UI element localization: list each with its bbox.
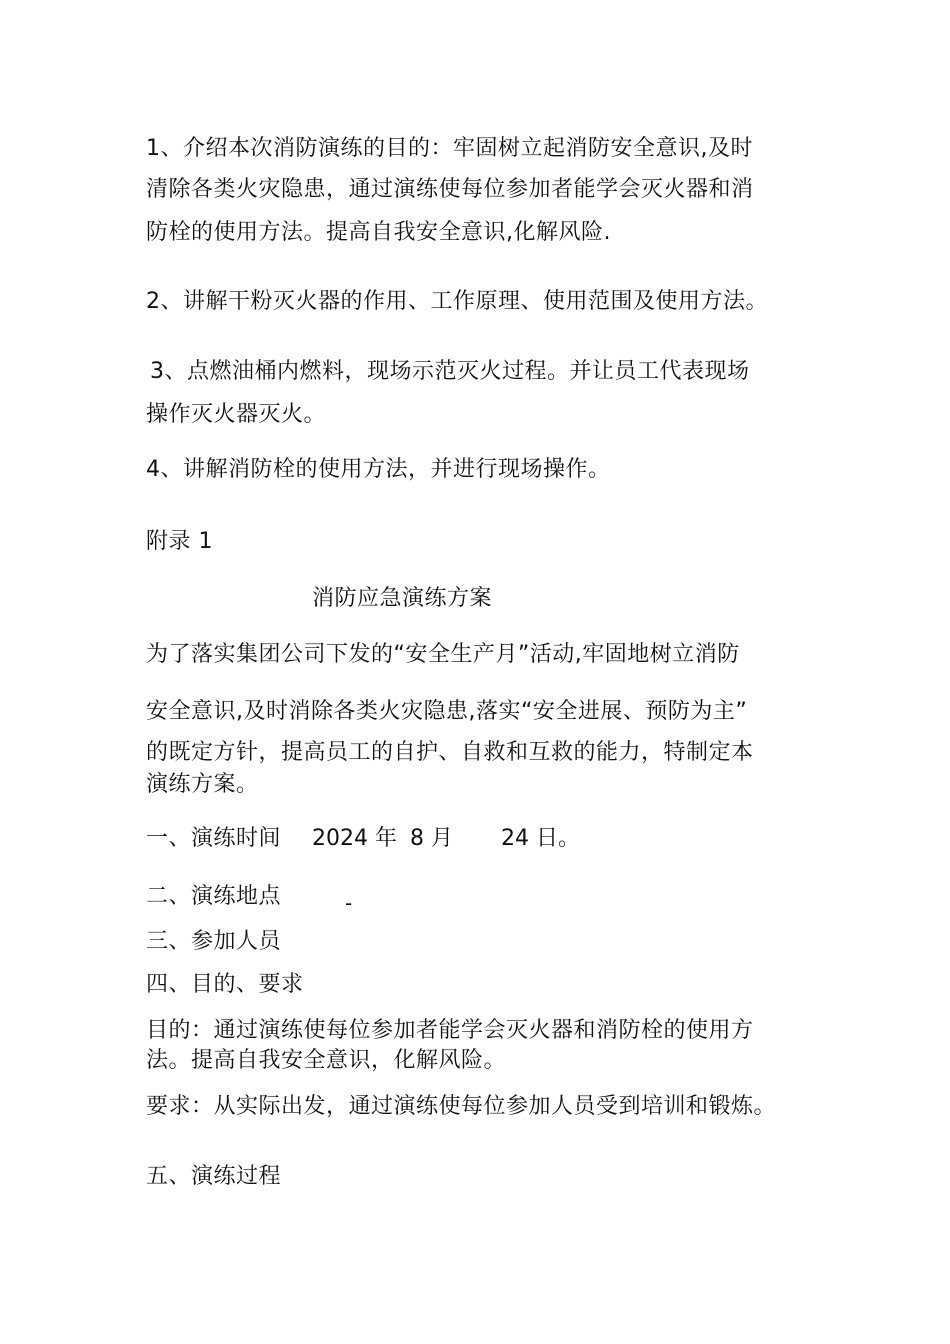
time-year: 2024 年 bbox=[312, 826, 397, 851]
place-label: 二、演练地点 bbox=[146, 884, 282, 909]
appendix-label: 附录 1 bbox=[146, 529, 213, 554]
people-label: 三、参加人员 bbox=[146, 929, 282, 954]
goal-label: 四、目的、要求 bbox=[146, 972, 304, 997]
paragraph-1-line-3: 防栓的使用方法。提高自我安全意识,化解风险. bbox=[146, 220, 611, 245]
intro-line-4: 演练方案。 bbox=[146, 772, 259, 797]
time-month: 8 月 bbox=[410, 826, 453, 851]
paragraph-1-line-2: 清除各类火灾隐患，通过演练使每位参加者能学会灭火器和消 bbox=[146, 177, 754, 202]
paragraph-3-line-2: 操作灭火器灭火。 bbox=[146, 402, 327, 427]
intro-line-1: 为了落实集团公司下发的“安全生产月”活动,牢固地树立消防 bbox=[146, 642, 740, 667]
goal-line-1: 目的：通过演练使每位参加者能学会灭火器和消防栓的使用方 bbox=[146, 1018, 754, 1043]
time-day: 24 日。 bbox=[501, 826, 580, 851]
requirement-line-1: 要求：从实际出发，通过演练使每位参加人员受到培训和锻炼。 bbox=[146, 1094, 777, 1119]
process-label: 五、演练过程 bbox=[146, 1164, 282, 1189]
time-label: 一、演练时间 bbox=[146, 826, 282, 851]
place-mark: - bbox=[345, 891, 353, 915]
paragraph-2-line-1: 2、讲解干粉灭火器的作用、工作原理、使用范围及使用方法。 bbox=[146, 289, 768, 314]
paragraph-3-line-1: 3、点燃油桶内燃料，现场示范灭火过程。并让员工代表现场 bbox=[150, 359, 750, 384]
goal-line-2: 法。提高自我安全意识，化解风险。 bbox=[146, 1048, 507, 1073]
appendix-title: 消防应急演练方案 bbox=[312, 586, 493, 611]
paragraph-4-line-1: 4、讲解消防栓的使用方法，并进行现场操作。 bbox=[146, 457, 611, 482]
intro-line-3: 的既定方针，提高员工的自护、自救和互救的能力，特制定本 bbox=[146, 740, 754, 765]
paragraph-1-line-1: 1、介绍本次消防演练的目的：牢固树立起消防安全意识,及时 bbox=[146, 136, 753, 161]
intro-line-2: 安全意识,及时消除各类火灾隐患,落实“安全进展、预防为主” bbox=[146, 699, 748, 724]
